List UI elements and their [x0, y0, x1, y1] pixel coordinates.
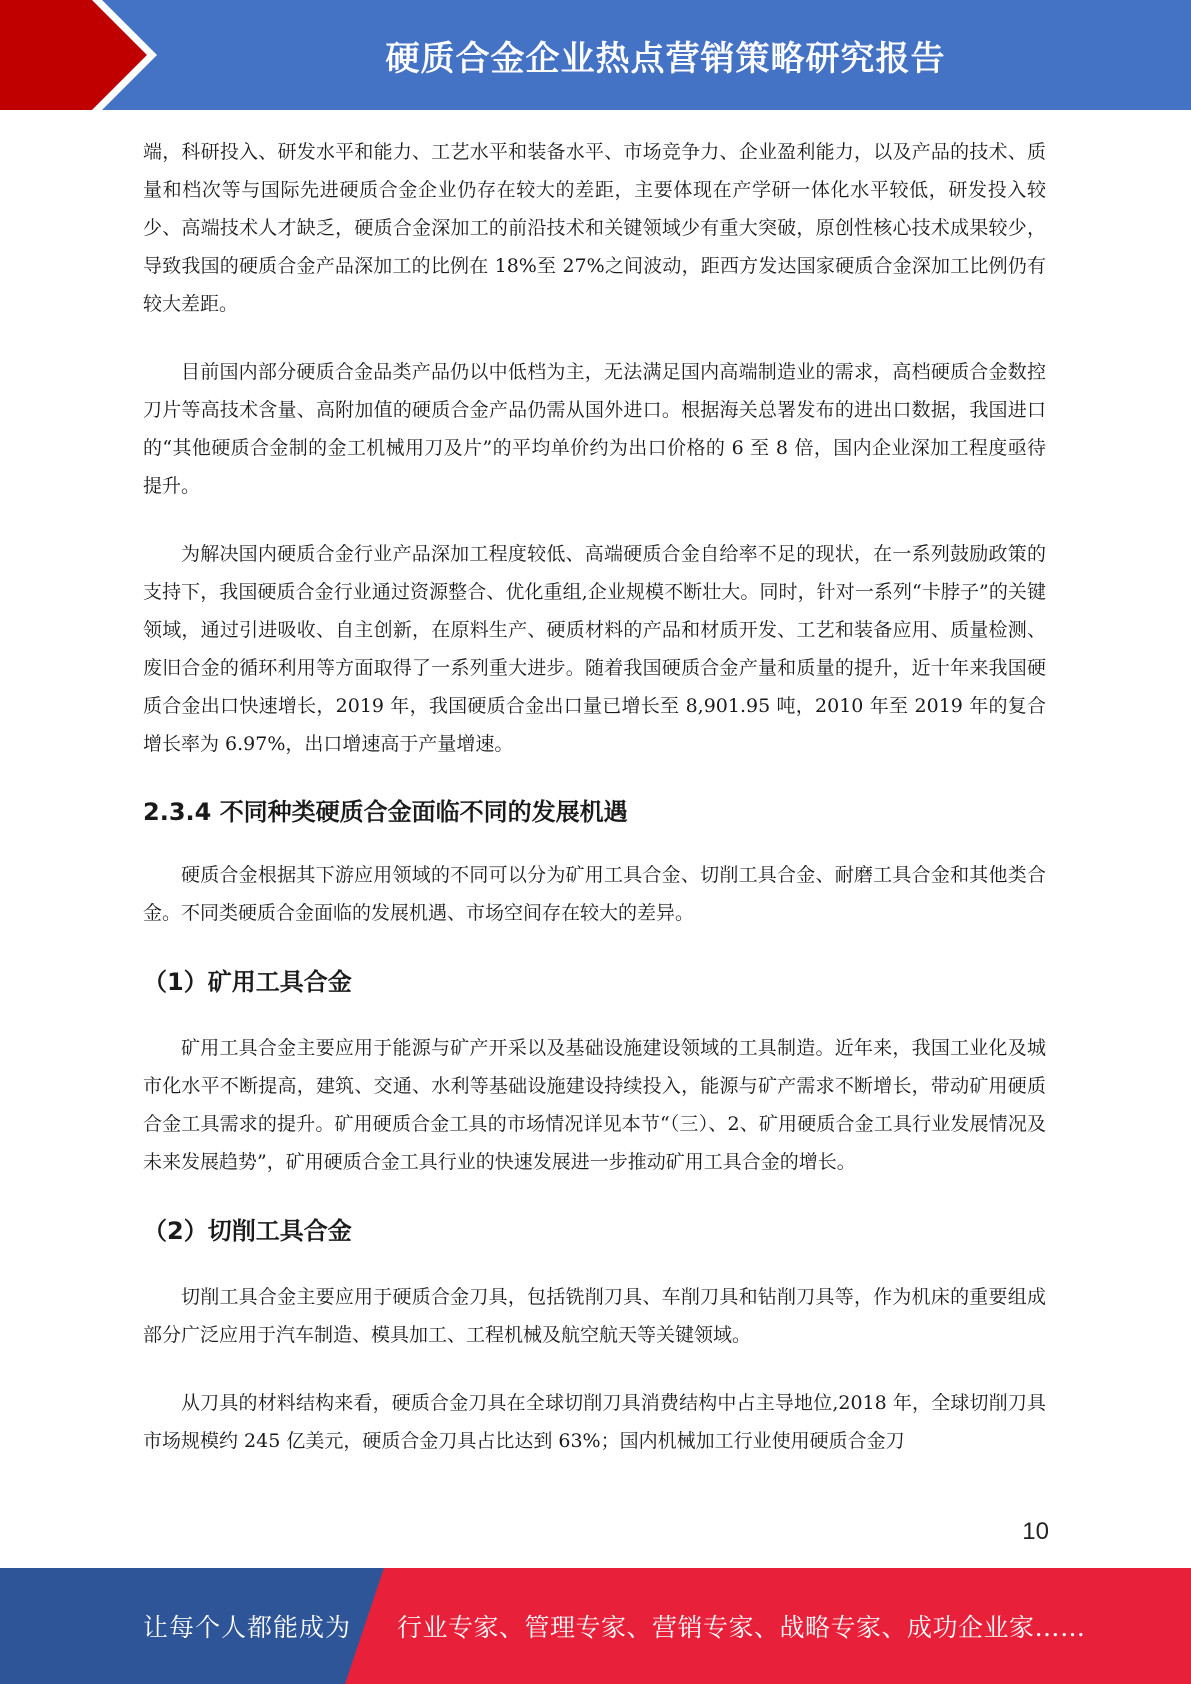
paragraph-mining-alloy: 矿用工具合金主要应用于能源与矿产开采以及基础设施建设领域的工具制造。近年来，我国工业化及城市化水平不断提高，建筑、交通、水利等基础设施建设持续投入，能源与矿产需求不断增长，带动矿用硬质合金工具需求的提升。矿用硬质合金工具的市场情况详见本节“（三）、2、矿用硬质合金工具行业发展情况及未来发展趋势”，矿用硬质合金工具行业的快速发展进一步推动矿用工具合金的增长。 [143, 1037, 1046, 1173]
paragraph-export-growth: 为解决国内硬质合金行业产品深加工程度较低、高端硬质合金自给率不足的现状，在一系列鼓励政策的支持下，我国硬质合金行业通过资源整合、优化重组,企业规模不断壮大。同时，针对一系列“卡脖子”的关键领域，通过引进吸收、自主创新，在原料生产、硬质材料的产品和材质开发、工艺和装备应用、质量检测、废旧合金的循环利用等方面取得了一系列重大进步。随着我国硬质合金产量和质量的提升，近十年来我国硬质合金出口快速增长，2019 年，我国硬质合金出口量已增长至 8,901.95 吨，2010 年至 2019 年的复合增长率为 6.97%，出口增速高于产量增速。 [143, 543, 1046, 755]
paragraph-cutting-alloy: 切削工具合金主要应用于硬质合金刀具，包括铣削刀具、车削刀具和钻削刀具等，作为机床的重要组成部分广泛应用于汽车制造、模具加工、工程机械及航空航天等关键领域。 [143, 1286, 1046, 1346]
document-body [143, 133, 1046, 1460]
page-header [0, 0, 1191, 110]
paragraph-alloy-categories: 硬质合金根据其下游应用领域的不同可以分为矿用工具合金、切削工具合金、耐磨工具合金和其他类合金。不同类硬质合金面临的发展机遇、市场空间存在较大的差异。 [143, 864, 1046, 924]
header-chevron-icon [0, 0, 180, 110]
page-number: 10 [1022, 1518, 1049, 1545]
paragraph-continued: 端，科研投入、研发水平和能力、工艺水平和装备水平、市场竞争力、企业盈利能力，以及产品的技术、质量和档次等与国际先进硬质合金企业仍存在较大的差距，主要体现在产学研一体化水平较低，研发投入较少、高端技术人才缺乏，硬质合金深加工的前沿技术和关键领域少有重大突破，原创性核心技术成果较少，导致我国的硬质合金产品深加工的比例在 18%至 27%之间波动，距西方发达国家硬质合金深加工比例仍有较大差距。 [143, 141, 1046, 315]
paragraph-tool-material: 从刀具的材料结构来看，硬质合金刀具在全球切削刀具消费结构中占主导地位,2018 年，全球切削刀具市场规模约 245 亿美元，硬质合金刀具占比达到 63%；国内机械加工行业使用硬质合金刀 [143, 1392, 1046, 1452]
report-title: 硬质合金企业热点营销策略研究报告 [385, 38, 946, 79]
section-heading: 2.3.4 不同种类硬质合金面临不同的发展机遇 [143, 798, 628, 826]
paragraph-import-price: 目前国内部分硬质合金品类产品仍以中低档为主，无法满足国内高端制造业的需求，高档硬质合金数控刀片等高技术含量、高附加值的硬质合金产品仍需从国外进口。根据海关总署发布的进出口数据，我国进口的“其他硬质合金制的金工机械用刀及片”的平均单价约为出口价格的 6 至 8 倍，国内企业深加工程度亟待提升。 [143, 361, 1046, 497]
subsection-heading-cutting: （2）切削工具合金 [143, 1217, 352, 1245]
footer-slogan-left: 让每个人都能成为 [143, 1613, 352, 1642]
subsection-heading-mining: （1）矿用工具合金 [143, 968, 352, 996]
page-footer [0, 1568, 1191, 1684]
footer-slogan-right: 行业专家、管理专家、营销专家、战略专家、成功企业家…… [397, 1613, 1086, 1642]
